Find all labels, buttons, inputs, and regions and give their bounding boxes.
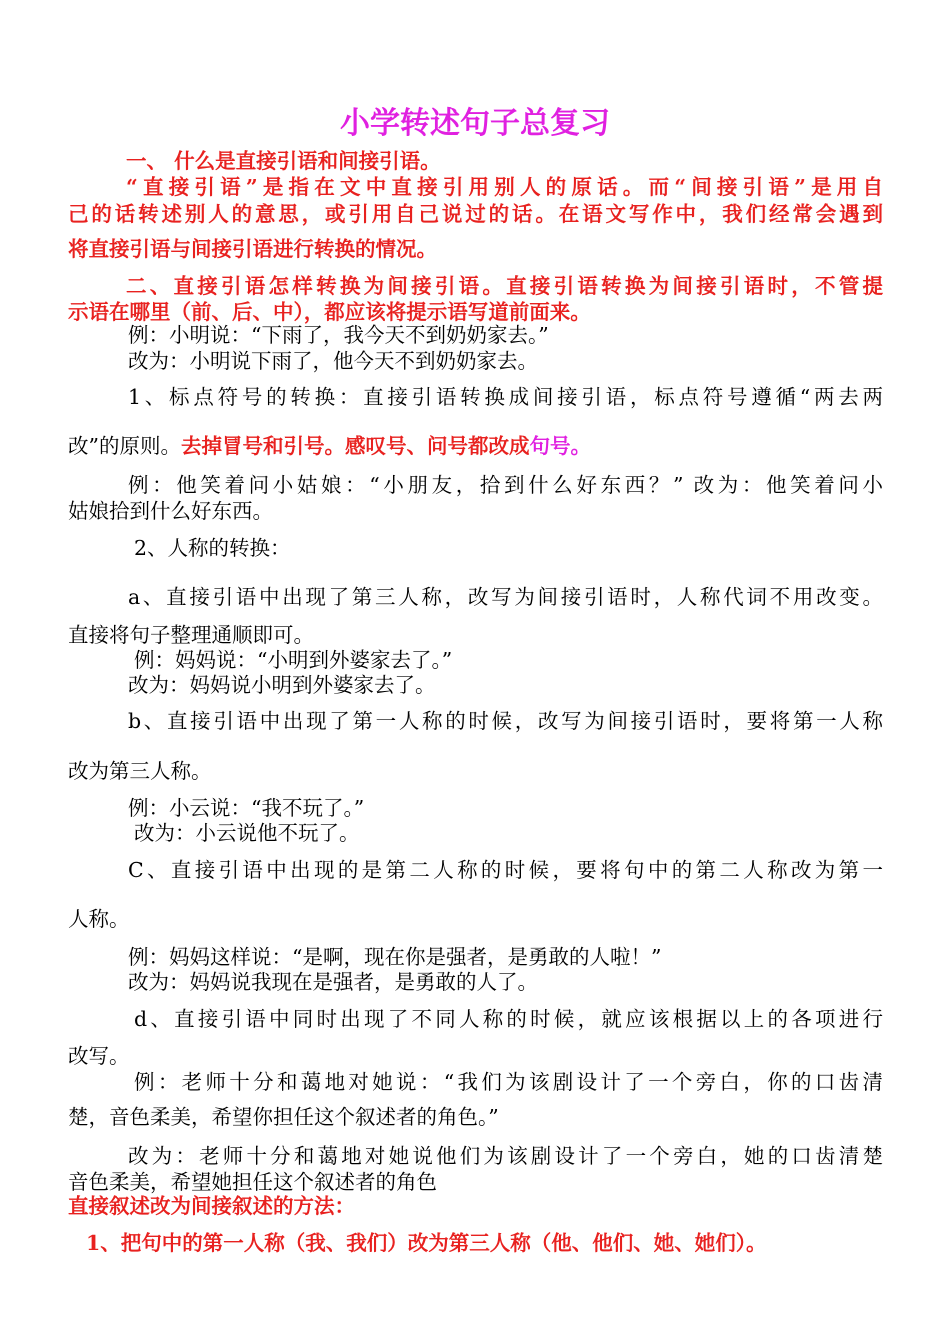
example-line: 例：小明说：“下雨了，我今天不到奶奶家去。” [128,323,549,347]
rule-item-b: b、直接引语中出现了第一人称的时候，改写为间接引语时，要将第一人称 [128,709,883,733]
rule-item-d: d、直接引语中同时出现了不同人称的时候，就应该根据以上的各项进行 [134,1007,883,1031]
section-heading-2: 二、直接引语怎样转换为间接引语。直接引语转换为间接引语时，不管提 [126,274,883,298]
example-line: 改为：妈妈说小明到外婆家去了。 [128,673,436,697]
example-line: 改为：小云说他不玩了。 [134,821,360,845]
example-line: 例：妈妈这样说：“是啊，现在你是强者，是勇敢的人啦！” [128,945,662,969]
rule-highlight-end: 句号。 [529,434,591,458]
rule-highlight: 去掉冒号和引号。感叹号、问号都改成 [180,434,530,458]
example-line: 改为：妈妈说我现在是强者，是勇敢的人了。 [128,970,538,994]
paragraph-line: “直接引语”是指在文中直接引用别人的原话。而“间接引语”是用自 [126,175,883,199]
example-line: 例：妈妈说：“小明到外婆家去了。” [134,648,453,672]
paragraph-line: 示语在哪里（前、后、中），都应该将提示语写道前面来。 [68,300,591,324]
example-line: 例：他笑着问小姑娘：“小朋友，拾到什么好东西？” 改为：他笑着问小 [128,473,883,497]
rule-heading-1: 1、标点符号的转换：直接引语转换成间接引语，标点符号遵循“两去两 [128,385,883,409]
rule-text: 改”的原则。 [68,434,181,458]
rule-item-line: 改为第三人称。 [68,759,212,783]
method-heading: 直接叙述改为间接叙述的方法： [68,1194,355,1218]
rule-item-line: 直接将句子整理通顺即可。 [68,623,314,647]
example-line: 姑娘拾到什么好东西。 [68,499,273,523]
method-item-1: 1、把句中的第一人称（我、我们）改为第三人称（他、他们、她、她们）。 [86,1231,767,1255]
example-line: 例：老师十分和蔼地对她说：“我们为该剧设计了一个旁白，你的口齿清 [134,1070,883,1094]
example-line: 改为：老师十分和蔼地对她说他们为该剧设计了一个旁白，她的口齿清楚 [128,1144,883,1168]
rule-item-line: 人称。 [68,907,130,931]
page-title: 小学转述句子总复习 [340,106,610,141]
rule-line [68,433,883,459]
rule-item-a: a、直接引语中出现了第三人称，改写为间接引语时，人称代词不用改变。 [128,585,883,609]
example-line: 例：小云说：“我不玩了。” [128,796,365,820]
example-line: 改为：小明说下雨了，他今天不到奶奶家去。 [128,349,538,373]
paragraph-line: 将直接引语与间接引语进行转换的情况。 [68,237,437,261]
rule-heading-2: 2、人称的转换： [134,536,291,560]
paragraph-line: 己的话转述别人的意思，或引用自己说过的话。在语文写作中，我们经常会遇到 [68,202,883,226]
example-line: 音色柔美，希望她担任这个叙述者的角色 [68,1170,437,1194]
rule-item-c: C、直接引语中出现的是第二人称的时候，要将句中的第二人称改为第一 [128,858,883,882]
example-line: 楚，音色柔美，希望你担任这个叙述者的角色。” [68,1105,499,1129]
rule-item-line: 改写。 [68,1044,130,1068]
section-heading-1: 一、 什么是直接引语和间接引语。 [126,149,441,173]
